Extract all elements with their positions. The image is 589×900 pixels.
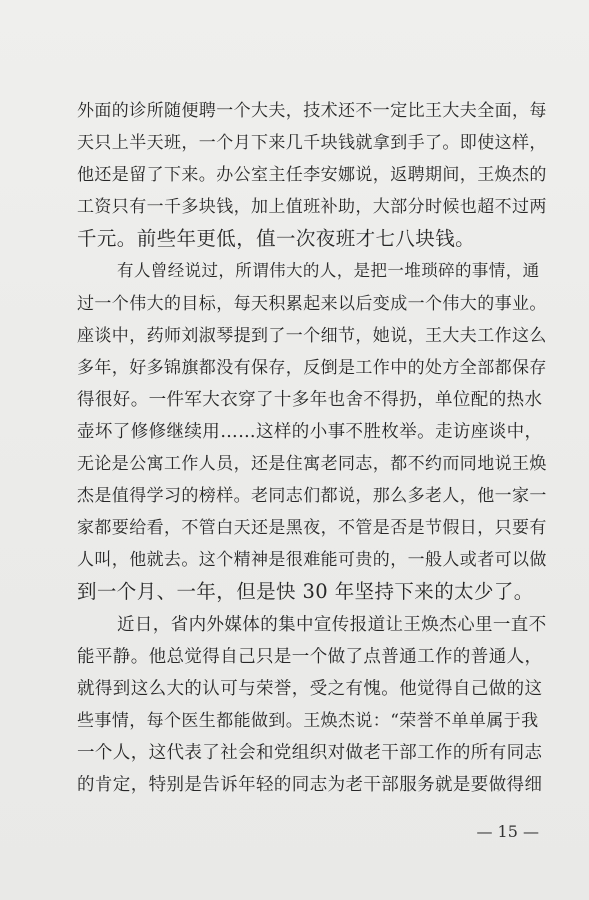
text-line: 的肯定，特别是告诉年轻的同志为老干部服务就是要做得细 [77,774,543,795]
text-line: 天只上半天班，一个月下来几千块钱就拿到手了。即使这样， [77,133,547,154]
text-line: 家都要给看，不管白天还是黑夜，不管是否是节假日，只要有 [77,518,547,539]
text-line: 座谈中，药师刘淑琴提到了一个细节，她说，王大夫工作这么 [77,325,547,346]
text-line: 工资只有一千多块钱，加上值班补助，大部分时候也超不过两 [77,197,547,218]
text-line: 能平静。他总觉得自己只是一个做了点普通工作的普通人， [77,646,543,667]
text-line: 人叫，他就去。这个精神是很难能可贵的，一般人或者可以做 [77,550,547,571]
text-line: 些事情，每个医生都能做到。王焕杰说：“荣誉不单单属于我 [77,710,539,731]
text-line: 千元。前些年更低，值一次夜班才七八块钱。 [77,227,476,251]
text-line: 他还是留了下来。办公室主任李安娜说，返聘期间，王焕杰的 [77,165,547,186]
paragraph-3 [77,609,549,802]
text-line: 无论是公寓工作人员，还是住寓老同志，都不约而同地说王焕 [77,454,547,475]
text-line: 就得到这么大的认可与荣誉，受之有愧。他觉得自己做的这 [77,678,543,699]
text-line: 到一个月、一年，但是快 30 年坚持下来的太少了。 [77,580,534,604]
paragraph-2 [77,255,549,608]
body-text [77,95,549,801]
text-line: 过一个伟大的目标，每天积累起来以后变成一个伟大的事业。 [77,293,547,314]
text-line: 有人曾经说过，所谓伟大的人，是把一堆琐碎的事情，通 [117,261,540,281]
text-line: 近日，省内外媒体的集中宣传报道让王焕杰心里一直不 [117,614,547,635]
text-line: 外面的诊所随便聘一个大夫，技术还不一定比王大夫全面，每 [77,101,547,121]
text-line: 得很好。一件军大衣穿了十多年也舍不得扔，单位配的热水 [77,389,543,410]
page-number: — 15 — [476,822,539,841]
text-line: 一个人，这代表了社会和党组织对做老干部工作的所有同志 [77,742,543,763]
paragraph-1 [77,95,549,255]
text-line: 多年，好多锦旗都没有保存，反倒是工作中的处方全部都保存 [77,357,547,378]
text-line: 壶坏了修修继续用……这样的小事不胜枚举。走访座谈中， [77,421,543,442]
text-line: 杰是值得学习的榜样。老同志们都说，那么多老人，他一家一 [77,486,547,507]
